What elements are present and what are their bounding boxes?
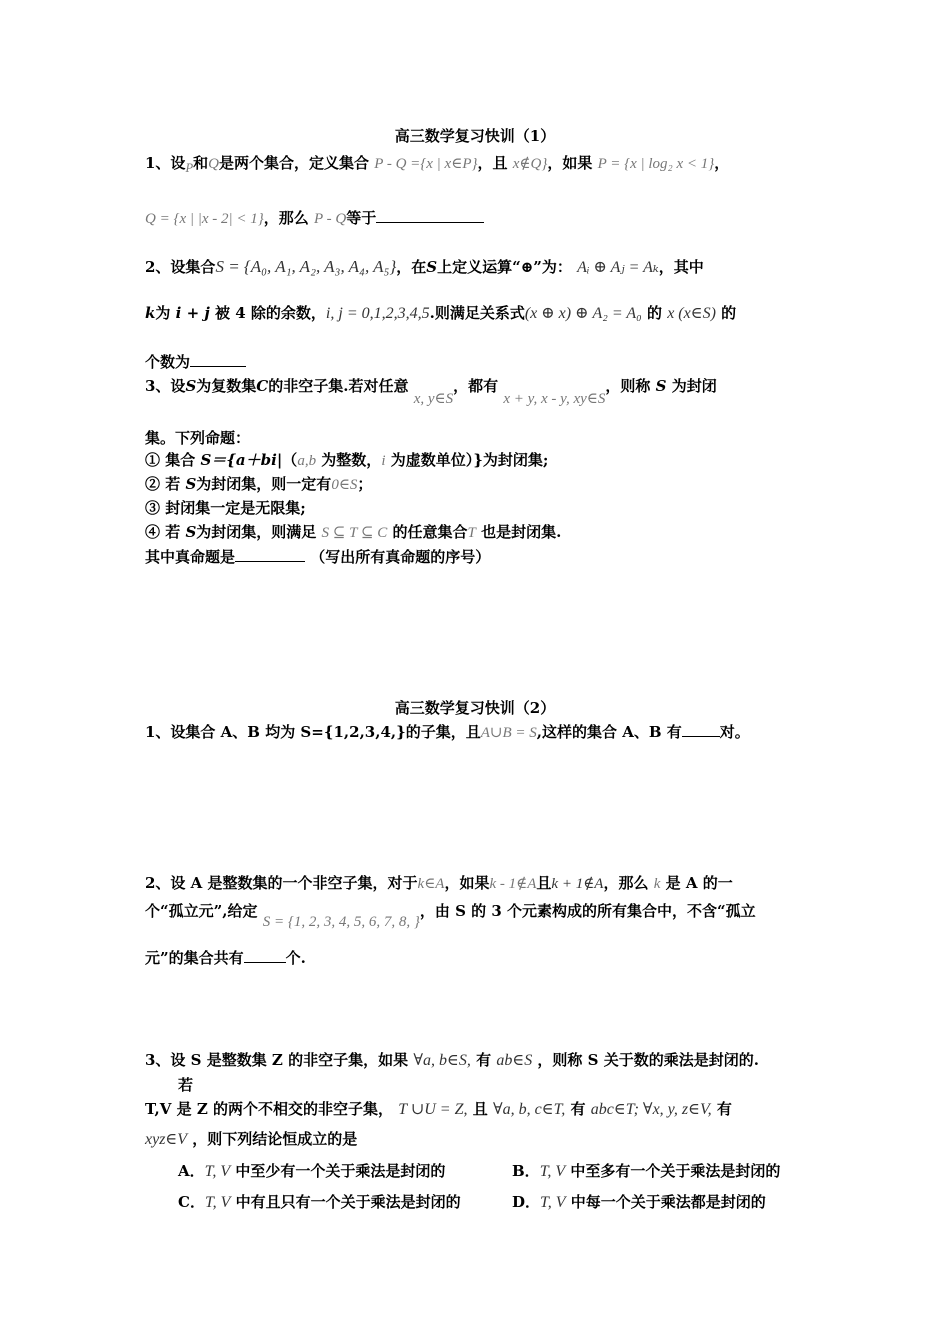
text: 为虚数单位）}为封闭集;: [390, 451, 549, 469]
math: ∀a, b, c∈T,: [492, 1101, 566, 1118]
text: 是两个集合，定义集合: [218, 154, 369, 172]
text: 3、设 S 是整数集 Z 的非空子集，如果: [145, 1051, 409, 1069]
text: ，则称: [605, 377, 651, 395]
text: ，都有: [453, 377, 499, 395]
text: .则满足关系式: [429, 304, 525, 322]
text: 为封闭集，则一定有: [196, 475, 332, 493]
p2-q2-line3: [145, 948, 810, 968]
text: 为整数，: [321, 451, 382, 469]
math: A∪B = S: [480, 725, 537, 741]
text: ② 若: [145, 475, 186, 493]
math: ab∈S: [496, 1052, 533, 1069]
text: 2、设 A 是整数集的一个非空子集，对于: [145, 874, 418, 892]
text: ，那么: [263, 209, 309, 227]
text: ，如果: [547, 154, 593, 172]
text: 个数为: [145, 353, 191, 371]
math: ∀a, b∈S,: [413, 1052, 471, 1069]
text: B．: [512, 1162, 540, 1180]
p1-q2-line1: [145, 257, 810, 278]
p1-q2-line2: [145, 303, 810, 324]
text: 和: [193, 154, 209, 172]
p2-q3-line3: [145, 1099, 810, 1120]
text: ，则下列结论恒成立的是: [192, 1130, 358, 1148]
text: （: [282, 451, 298, 469]
math: xyz∈V: [145, 1131, 188, 1148]
text: C: [256, 377, 269, 395]
math: T, V: [204, 1194, 231, 1211]
text: ① 集合: [145, 451, 201, 469]
answer-blank[interactable]: [190, 352, 246, 367]
math: T: [467, 525, 476, 541]
text: 也是封闭集.: [481, 523, 562, 541]
text: 且: [536, 874, 552, 892]
text: 中至多有一个关于乘法是封闭的: [570, 1162, 781, 1180]
text: k: [145, 304, 156, 322]
math: T ∪U = Z,: [398, 1101, 468, 1118]
text: 为封闭: [671, 377, 717, 395]
answer-blank[interactable]: [682, 722, 720, 737]
math: (x ⊕ x) ⊕ A₂ = A₀: [524, 305, 642, 322]
math: P: [185, 161, 194, 175]
text: ，如果: [444, 874, 490, 892]
text: 有: [476, 1051, 492, 1069]
text: （写出所有真命题的序号）: [310, 548, 491, 566]
text: S: [655, 377, 667, 395]
math: x + y, x - y, xy∈S: [503, 391, 606, 407]
text: S: [185, 377, 197, 395]
text: 且: [472, 1100, 488, 1118]
math: k: [653, 876, 661, 892]
math: i: [381, 453, 386, 469]
text: 中有且只有一个关于乘法是封闭的: [235, 1193, 461, 1211]
p1-q3-line2: 集。下列命题：: [145, 429, 251, 447]
part1-title: 高三数学复习快训（1）: [394, 127, 556, 145]
math: Q = {x | |x - 2| < 1}: [145, 211, 264, 227]
math: Aᵢ ⊕ Aⱼ = Aₖ: [577, 259, 659, 276]
text: ,这样的集合 A、B 有: [536, 723, 682, 741]
text: ，在: [396, 258, 427, 276]
p2-q2-line1: [145, 873, 810, 894]
text: 中至少有一个关于乘法是封闭的: [235, 1162, 446, 1180]
p1-q1-line1: [145, 153, 810, 178]
math: x∉Q}: [512, 156, 548, 172]
math: P = {x | log₂ x < 1}: [597, 156, 715, 172]
math: x (x∈S): [667, 305, 716, 322]
p2-q2-line2: [145, 901, 810, 930]
math: 0∈S: [331, 477, 358, 493]
text: 为封闭集，则满足: [196, 523, 317, 541]
text: S＝{a＋bi|: [200, 451, 283, 469]
text: ，其中: [658, 258, 704, 276]
text: ，则称 S 关于数的乘法是封闭的.: [537, 1051, 759, 1069]
math: S = {1, 2, 3, 4, 5, 6, 7, 8, }: [262, 914, 420, 930]
text: C．: [178, 1193, 205, 1211]
math: x, y∈S: [413, 391, 454, 407]
option-c[interactable]: [178, 1192, 461, 1213]
math: T, V: [204, 1163, 231, 1180]
text: 有: [716, 1100, 732, 1118]
math: k∈A: [417, 876, 445, 892]
answer-blank[interactable]: [376, 208, 484, 223]
p2-q3-line1: [145, 1050, 810, 1071]
p1-q3-answer: [145, 547, 810, 567]
text: 为复数集: [196, 377, 257, 395]
text: 的非空子集.若对任意: [268, 377, 409, 395]
text: ，那么: [603, 874, 649, 892]
p1-q1-line2: [145, 208, 810, 229]
text: T,V 是 Z 的两个不相交的非空子集，: [145, 1100, 393, 1118]
math: Q: [208, 156, 219, 172]
math: S ⊆ T ⊆ C: [321, 525, 388, 541]
p1-q3-item1: [145, 450, 810, 471]
p2-q3-line4: [145, 1129, 810, 1150]
p2-q1: [145, 722, 810, 743]
text: i + j: [175, 304, 210, 322]
option-b[interactable]: [512, 1161, 780, 1182]
text: 被 4 除的余数，: [215, 304, 326, 322]
text: 1、设集合 A、B 均为 S={1,2,3,4,}的子集，且: [145, 723, 481, 741]
math: a,b: [297, 453, 317, 469]
p1-q3-item3: ③ 封闭集一定是无限集;: [145, 499, 306, 517]
text: 等于: [346, 209, 377, 227]
math: T, V: [540, 1194, 566, 1211]
text: 的任意集合: [392, 523, 468, 541]
answer-blank[interactable]: [235, 547, 305, 562]
option-a[interactable]: [178, 1161, 445, 1182]
text: 2、设集合: [145, 258, 216, 276]
math: k - 1∉A: [489, 876, 537, 892]
p1-q3-item2: [145, 474, 810, 495]
text: 其中真命题是: [145, 548, 236, 566]
text: 有: [570, 1100, 586, 1118]
text: S: [185, 475, 197, 493]
math: T, V: [539, 1163, 566, 1180]
text: ，且: [477, 154, 508, 172]
p1-q3-item4: [145, 522, 810, 543]
option-d[interactable]: [512, 1192, 766, 1213]
text: S: [426, 258, 438, 276]
text: ，: [714, 154, 730, 172]
p2-q3-line2: 若: [178, 1076, 194, 1094]
math: abc∈T; ∀x, y, z∈V,: [590, 1101, 712, 1118]
p1-q3-line1: [145, 376, 810, 407]
text: ；: [357, 475, 373, 493]
text: 1、设: [145, 154, 186, 172]
answer-blank[interactable]: [244, 948, 286, 963]
text: 个“孤立元”,给定: [145, 902, 258, 920]
part2-title: 高三数学复习快训（2）: [394, 699, 556, 717]
text: 上定义运算“⊕”为：: [437, 258, 572, 276]
text: 为: [155, 304, 171, 322]
text: 元”的集合共有: [145, 949, 244, 967]
math: i, j = 0,1,2,3,4,5: [325, 305, 430, 322]
text: 个.: [285, 949, 306, 967]
text: 3、设: [145, 377, 186, 395]
text: 是 A 的一: [665, 874, 733, 892]
math: S = {A₀, A₁, A₂, A₃, A₄, A₅}: [215, 257, 397, 276]
text: S: [185, 523, 197, 541]
text: D．: [512, 1193, 541, 1211]
text: A．: [178, 1162, 205, 1180]
math: P - Q ={x | x∈P}: [374, 156, 478, 172]
text: ④ 若: [145, 523, 186, 541]
math: P - Q: [314, 211, 347, 227]
p1-q2-line3: [145, 352, 810, 372]
text: 中每一个关于乘法都是封闭的: [570, 1193, 766, 1211]
text: 的: [646, 304, 662, 322]
text: 的: [721, 304, 737, 322]
text: ，由 S 的 3 个元素构成的所有集合中，不含“孤立: [419, 902, 756, 920]
math: k + 1∉A: [551, 876, 604, 892]
text: 对。: [719, 723, 750, 741]
